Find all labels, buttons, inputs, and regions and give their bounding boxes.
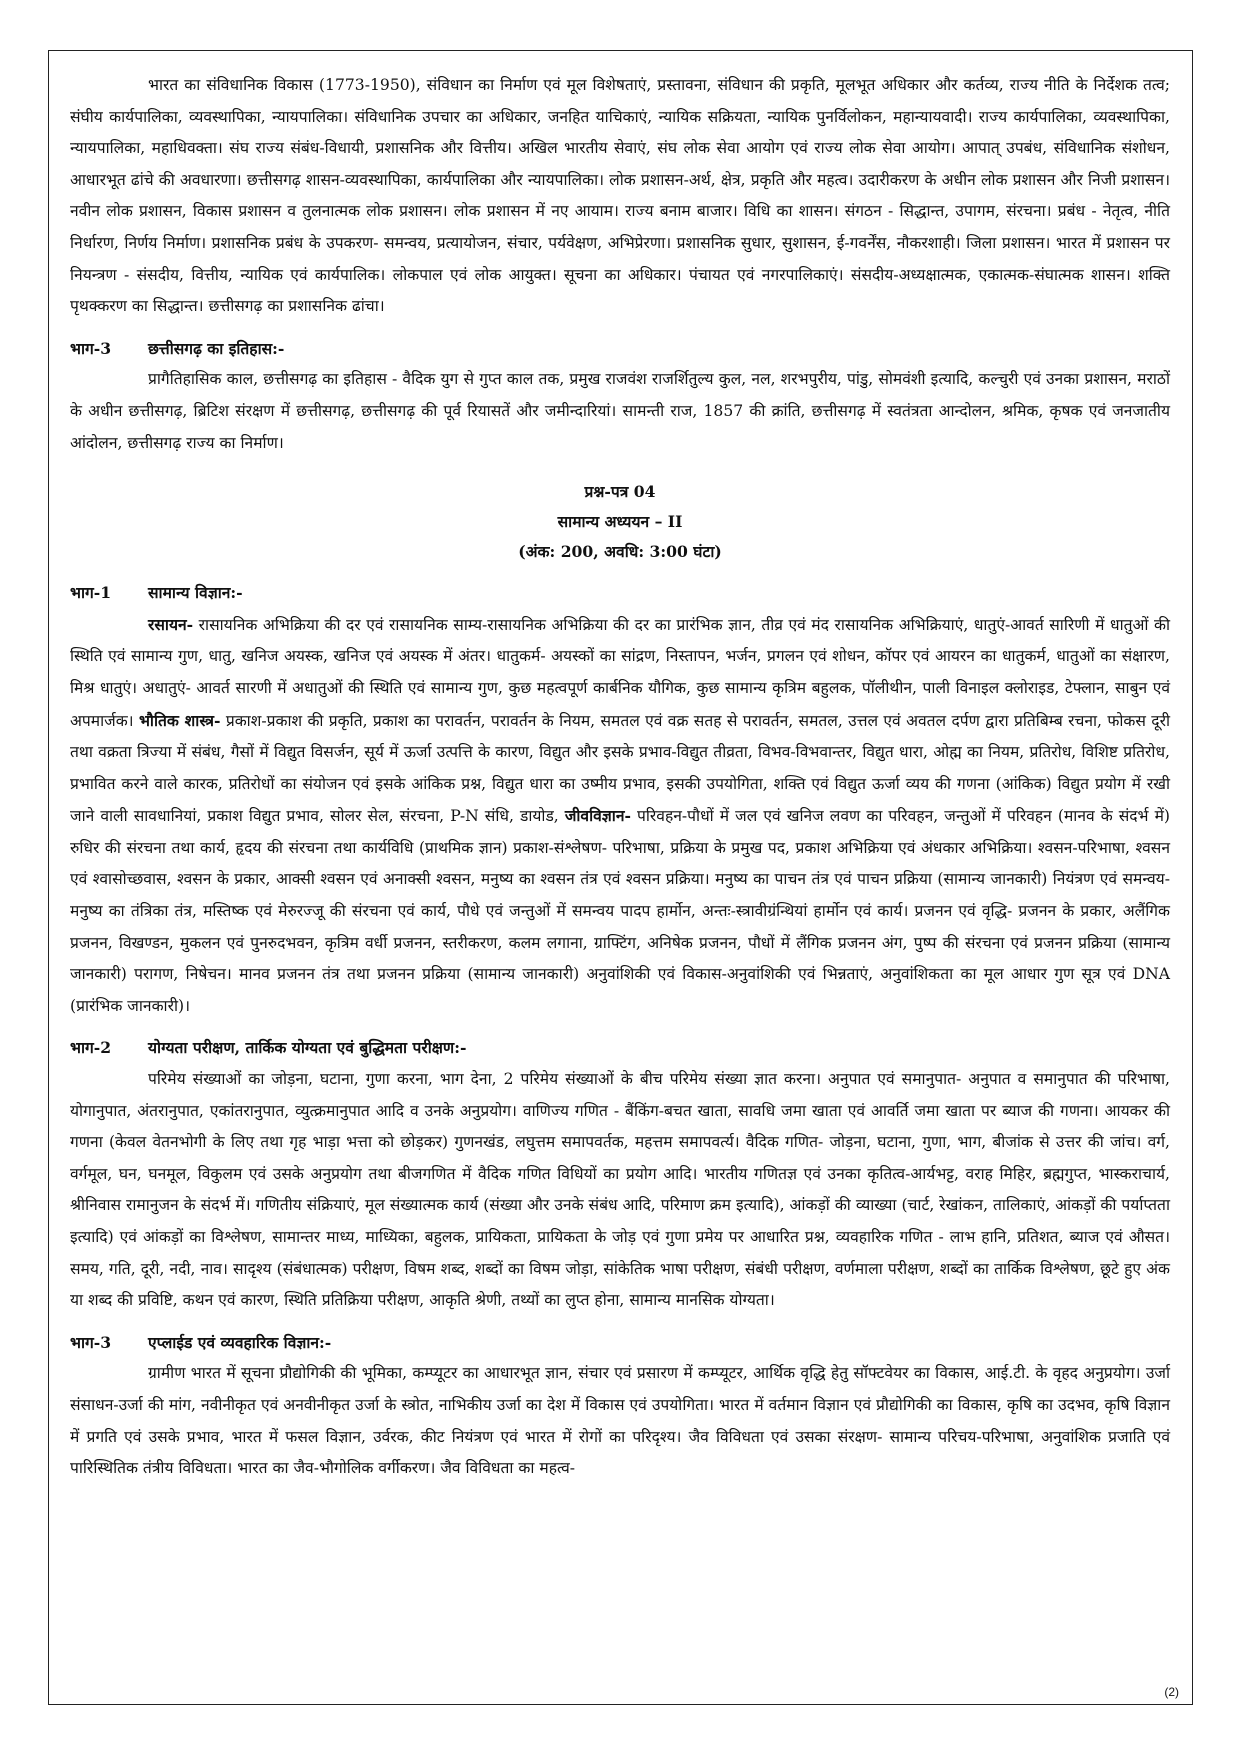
biology-label: जीवविज्ञान- [564, 806, 631, 826]
section-title: छत्तीसगढ़ का इतिहास:- [148, 338, 285, 358]
paper-number: प्रश्न-पत्र 04 [584, 482, 656, 502]
physics-label: भौतिक शास्त्र- [138, 710, 221, 730]
physics-text: प्रकाश-प्रकाश की प्रकृति, प्रकाश का परावर्तन, परावर्तन के नियम, समतल एवं वक्र सतह से परावर्तन, समतल, उत्तल एवं अवतल दर्पण द्वारा प्रतिबिम्ब रचना, फोकस दूरी तथा वक्रता त्रिज्या में संबंध, गैसों में विद्युत विसर्जन, सूर्य में ऊर्जा उत्पत्ति के कारण, विद्युत और इसके प्रभाव-विद्युत तीव्रता, विभव-विभवान्तर, विद्युत धारा, ओह्म का नियम, प्रतिरोध, विशिष्ट प्रतिरोध, प्रभावित करने वाले कारक, प्रतिरोधों का संयोजन एवं इसके आंकिक प्रश्न, विद्युत धारा का उष्मीय प्रभाव, इसकी उपयोगिता, शक्ति एवं विद्युत ऊर्जा व्यय की गणना (आंकिक) विद्युत प्रयोग में रखी जाने वाली सावधानियां, प्रकाश विद्युत प्रभाव, सोलर सेल, संरचना, P-N संधि, डायोड, [70, 711, 1171, 826]
chemistry-label: रसायन- [148, 614, 194, 634]
aptitude-paragraph: परिमेय संख्याओं का जोड़ना, घटाना, गुणा करना, भाग देना, 2 परिमेय संख्याओं के बीच परिमेय संख्या ज्ञात करना। अनुपात एवं समानुपात- अनुपात व समानुपात की परिभाषा, योगानुपात, अंतरानुपात, एकांतरानुपात, व्युत्क्रमानुपात आदि व उनके अनुप्रयोग। वाणिज्य गणित - बैंकिंग-बचत खाता, सावधि जमा खाता एवं आवर्ति जमा खाता पर ब्याज की गणना। आयकर की गणना (केवल वेतनभोगी के लिए तथा गृह भाड़ा भत्ता को छोड़कर) गुणनखंड, लघुत्तम समापवर्तक, महत्तम समापवर्त्य। वैदिक गणित- जोड़ना, घटाना, गुणा, भाग, बीजांक से उत्तर की जांच। वर्ग, वर्गमूल, घन, घनमूल, विकुलम एवं उसके अनुप्रयोग तथा बीजगणित में वैदिक गणित विधियों का प्रयोग आदि। भारतीय गणितज्ञ एवं उनका कृतित्व-आर्यभट्ट, वराह मिहिर, ब्रह्मगुप्त, भास्कराचार्य, श्रीनिवास रामानुजन के संदर्भ में। गणितीय संक्रियाएं, मूल संख्यात्मक कार्य (संख्या और उनके संबंध आदि, परिमाण क्रम इत्यादि), आंकड़ों की व्याख्या (चार्ट, रेखांकन, तालिकाएं, आंकड़ों की पर्याप्तता इत्यादि) एवं आंकड़ों का विश्लेषण, सामान्तर माध्य, माध्यिका, बहुलक, प्रायिकता, प्रायिकता के जोड़ एवं गुणा प्रमेय पर आधारित प्रश्न, व्यवहारिक गणित - लाभ हानि, प्रतिशत, ब्याज एवं औसत। समय, गति, दूरी, नदी, नाव। सादृश्य (संबंधात्मक) परीक्षण, विषम शब्द, शब्दों का विषम जोड़ा, सांकेतिक भाषा परीक्षण, संबंधी परीक्षण, वर्णमाला परीक्षण, शब्दों का तार्किक विश्लेषण, छूटे हुए अंक या शब्द की प्रविष्टि, कथन एवं कारण, स्थिति प्रतिक्रिया परीक्षण, आकृति श्रेणी, तथ्यों का लुप्त होना, सामान्य मानसिक योग्यता। [70, 1070, 1170, 1310]
section-number: भाग-2 [70, 1038, 112, 1058]
section-heading-aptitude [70, 1032, 1170, 1064]
section-heading-science [70, 577, 1170, 609]
section-number: भाग-3 [70, 1332, 112, 1352]
science-paragraph [70, 609, 1170, 1023]
section-number: भाग-1 [70, 583, 112, 603]
section-number: भाग-3 [70, 338, 112, 358]
paper-marks-duration: (अंक: 200, अवधि: 3:00 घंटा) [518, 542, 722, 562]
biology-text: परिवहन-पौधों में जल एवं खनिज लवण का परिवहन, जन्तुओं में परिवहन (मानव के संदर्भ में) रुधिर की संरचना तथा कार्य, हृदय की संरचना तथा कार्यविधि (प्राथमिक ज्ञान) प्रकाश-संश्लेषण- परिभाषा, प्रक्रिया के प्रमुख पद, प्रकाश अभिक्रिया एवं अंधकार अभिक्रिया। श्वसन-परिभाषा, श्वसन एवं श्वासोच्छवास, श्वसन के प्रकार, आक्सी श्वसन एवं अनाक्सी श्वसन, मनुष्य का श्वसन तंत्र एवं श्वसन प्रक्रिया। मनुष्य का पाचन तंत्र एवं पाचन प्रक्रिया (सामान्य जानकारी) नियंत्रण एवं समन्वय- मनुष्य का तंत्रिका तंत्र, मस्तिष्क एवं मेरुरज्जू की संरचना एवं कार्य, पौधे एवं जन्तुओं में समन्वय पादप हार्मोन, अन्तः-स्त्रावीग्रंन्थियां हार्मोन एवं कार्य। प्रजनन एवं वृद्धि- प्रजनन के प्रकार, अलैंगिक प्रजनन, विखण्डन, मुकलन एवं पुनरुदभवन, कृत्रिम वर्धी प्रजनन, स्तरीकरण, कलम लगाना, ग्राफ्टिंग, अनिषेक प्रजनन, पौधों में लैंगिक प्रजनन अंग, पुष्प की संरचना एवं प्रजनन प्रक्रिया (सामान्य जानकारी) परागण, निषेचन। मानव प्रजनन तंत्र तथा प्रजनन प्रक्रिया (सामान्य जानकारी) अनुवांशिकी एवं विकास-अनुवांशिकी एवं भिन्नताएं, अनुवांशिकता का मूल आधार गुण सूत्र एवं DNA (प्रारंभिक जानकारी)। [70, 807, 1170, 1015]
section-title: एप्लाईड एवं व्यवहारिक विज्ञान:- [148, 1332, 332, 1352]
paper-header [70, 477, 1170, 567]
intro-paragraph: भारत का संविधानिक विकास (1773-1950), संविधान का निर्माण एवं मूल विशेषताएं, प्रस्तावना, संविधान की प्रकृति, मूलभूत अधिकार और कर्तव्य, राज्य नीति के निर्देशक तत्व; संघीय कार्यपालिका, व्यवस्थापिका, न्यायपालिका। संविधानिक उपचार का अधिकार, जनहित याचिकाएं, न्यायिक सक्रियता, न्यायिक पुनर्विलोकन, महान्यायवादी। राज्य कार्यपालिका, व्यवस्थापिका, न्यायपालिका, महाधिवक्ता। संघ राज्य संबंध-विधायी, प्रशासनिक और वित्तीय। अखिल भारतीय सेवाएं, संघ लोक सेवा आयोग एवं राज्य लोक सेवा आयोग। आपात् उपबंध, संविधानिक संशोधन, आधारभूत ढांचे की अवधारणा। छत्तीसगढ़ शासन-व्यवस्थापिका, कार्यपालिका और न्यायपालिका। लोक प्रशासन-अर्थ, क्षेत्र, प्रकृति और महत्व। उदारीकरण के अधीन लोक प्रशासन और निजी प्रशासन। नवीन लोक प्रशासन, विकास प्रशासन व तुलनात्मक लोक प्रशासन। लोक प्रशासन में नए आयाम। राज्य बनाम बाजार। विधि का शासन। संगठन - सिद्धान्त, उपागम, संरचना। प्रबंध - नेतृत्व, नीति निर्धारण, निर्णय निर्माण। प्रशासनिक प्रबंध के उपकरण- समन्वय, प्रत्यायोजन, संचार, पर्यवेक्षण, अभिप्रेरणा। प्रशासनिक सुधार, सुशासन, ई-गवर्नेंस, नौकरशाही। जिला प्रशासन। भारत में प्रशासन पर नियन्त्रण - संसदीय, वित्तीय, न्यायिक एवं कार्यपालिक। लोकपाल एवं लोक आयुक्त। सूचना का अधिकार। पंचायत एवं नगरपालिकाएं। संसदीय-अध्यक्षात्मक, एकात्मक-संघात्मक शासन। शक्ति पृथक्करण का सिद्धान्त। छत्तीसगढ़ का प्रशासनिक ढांचा। [70, 76, 1170, 316]
applied-paragraph: ग्रामीण भारत में सूचना प्रौद्योगिकी की भूमिका, कम्प्यूटर का आधारभूत ज्ञान, संचार एवं प्रसारण में कम्प्यूटर, आर्थिक वृद्धि हेतु सॉफ्टवेयर का विकास, आई.टी. के वृहद अनुप्रयोग। उर्जा संसाधन-उर्जा की मांग, नवीनीकृत एवं अनवीनीकृत उर्जा के स्त्रोत, नाभिकीय उर्जा का देश में विकास एवं उपयोगिता। भारत में वर्तमान विज्ञान एवं प्रौद्योगिकी का विकास, कृषि का उदभव, कृषि विज्ञान में प्रगति एवं उसके प्रभाव, भारत में फसल विज्ञान, उर्वरक, कीट नियंत्रण एवं भारत में रोगों का परिदृश्य। जैव विविधता एवं उसका संरक्षण- सामान्य परिचय-परिभाषा, अनुवांशिक प्रजाति एवं पारिस्थितिक तंत्रीय विविधता। भारत का जैव-भौगोलिक वर्गीकरण। जैव विविधता का महत्व- [70, 1364, 1170, 1478]
section-heading-history [70, 333, 1170, 365]
section-heading-applied [70, 1327, 1170, 1359]
section-title: योग्यता परीक्षण, तार्किक योग्यता एवं बुद्धिमता परीक्षण:- [148, 1038, 467, 1058]
page-number: (2) [1164, 1685, 1179, 1699]
history-paragraph: प्रागैतिहासिक काल, छत्तीसगढ़ का इतिहास - वैदिक युग से गुप्त काल तक, प्रमुख राजवंश राजर्शितुल्य कुल, नल, शरभपुरीय, पांडु, सोमवंशी इत्यादि, कल्चुरी एवं उनका प्रशासन, मराठों के अधीन छत्तीसगढ़, ब्रिटिश संरक्षण में छत्तीसगढ़, छत्तीसगढ़ की पूर्व रियासतें और जमीन्दारियां। सामन्ती राज, 1857 की क्रांति, छत्तीसगढ़ में स्वतंत्रता आन्दोलन, श्रमिक, कृषक एवं जनजातीय आंदोलन, छत्तीसगढ़ राज्य का निर्माण। [70, 370, 1170, 452]
document-body [70, 70, 1170, 1485]
chemistry-text: रासायनिक अभिक्रिया की दर एवं रासायनिक साम्य-रासायनिक अभिक्रिया की दर का प्रारंभिक ज्ञान, तीव्र एवं मंद रासायनिक अभिक्रियाएं, धातुएं-आवर्त सारिणी में धातुओं की स्थिति एवं सामान्य गुण, धातु, खनिज अयस्क, खनिज एवं अयस्क में अंतर। धातुकर्म- अयस्कों का सांद्रण, निस्तापन, भर्जन, प्रगलन एवं शोधन, कॉपर एवं आयरन का धातुकर्म, धातुओं का संक्षारण, मिश्र धातुएं। अधातुएं- आवर्त सारणी में अधातुओं की स्थिति एवं सामान्य गुण, कुछ महत्वपूर्ण कार्बनिक यौगिक, कुछ सामान्य कृत्रिम बहुलक, पॉलीथीन, पाली विनाइल क्लोराइड, टेफ्लान, साबुन एवं अपमार्जक। [70, 615, 1170, 730]
paper-subject: सामान्य अध्ययन – II [557, 512, 683, 532]
section-title: सामान्य विज्ञान:- [148, 583, 243, 603]
